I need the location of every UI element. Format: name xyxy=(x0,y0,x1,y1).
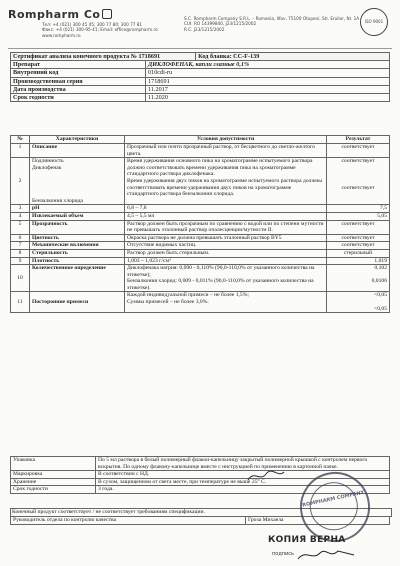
meta-label: Производственная серия xyxy=(11,77,146,85)
certificate-title: Сертификат анализа конечного продукта № 1718691 xyxy=(11,53,196,61)
signatory-name: Гроза Михаела xyxy=(246,517,390,525)
row-characteristic: Посторонние примеси xyxy=(30,292,125,313)
row-result: соответствует xyxy=(327,220,390,234)
info-value: В соответствии с НД. xyxy=(96,471,390,479)
form-code: Код бланка: CC-F-139 xyxy=(196,53,390,61)
row-number: 10 xyxy=(11,265,30,292)
table-row xyxy=(11,242,390,250)
row-condition: Окраска раствора не должна превышать эталонный раствор BY5 xyxy=(125,234,327,242)
iso-seal: ISO 9001 xyxy=(360,8,388,36)
row-result: 5,05 xyxy=(327,212,390,220)
certificate-meta xyxy=(10,52,390,102)
row-condition: Раствор должен быть прозрачным по сравнению с водой или по степени мутности не превышать эталонный раствор опалесценции/мутности II. xyxy=(125,220,327,234)
row-condition: Время удерживания основного пика на хроматограмме испытуемого раствора должно соответствовать времени удерживания пика на хроматограмме стандартного раствора диклофенака. Время удерживания двух пиков на хроматограмме испытуемого раствора должны соответствовать времени удерживания двух пиков на хроматограмме стандартного раствора бензалкония хлорида. xyxy=(125,158,327,205)
row-characteristic: Подлинность Диклофенак Бензалкония хлорида xyxy=(30,158,125,205)
meta-label: Внутренний код xyxy=(11,69,146,77)
meta-label: Препарат xyxy=(11,61,146,69)
conformity-statement: Конечный продукт соответствует / не соответствует требованиям спецификации. xyxy=(10,508,392,517)
info-label: Упаковка xyxy=(11,457,96,471)
info-label: Хранение xyxy=(11,478,96,486)
row-number: 1 xyxy=(11,144,30,158)
row-number: 9 xyxy=(11,257,30,265)
signature-caption: подпись xyxy=(272,551,294,557)
signature-mark xyxy=(246,468,286,484)
row-condition: Каждой индивидуальной примеси – не более 1,5%; Суммы примесей – не более 3,0%. xyxy=(125,292,327,313)
company-address: S.C. Rompharm Company S.R.L. – Romania, Ilfov, 75100 Otopeni, Str. Eroilor, Nr. 1A CUI: RO 14399840, J23/1215/2002 R.C. J23/1215/2002 xyxy=(184,16,360,32)
row-result: <0,05 <0,05 xyxy=(327,292,390,313)
table-row xyxy=(11,212,390,220)
col-header: Результат xyxy=(327,136,390,144)
company-stamp: ROMPHARM COMPANY xyxy=(293,465,376,548)
meta-value: ДИКЛОФЕНАК, капли глазные 0,1% xyxy=(146,61,390,69)
table-row xyxy=(11,257,390,265)
row-number: 11 xyxy=(11,292,30,313)
row-condition: 4,5 – 5,5 мл xyxy=(125,212,327,220)
row-characteristic: Прозрачность xyxy=(30,220,125,234)
info-value: 3 года. xyxy=(96,486,390,494)
row-result: соответствует xyxy=(327,144,390,158)
contact-block: Тел: +4 (021) 300 45 45; 300 77 80; 300 77 81 Факс: +4 (021) 300-95-41; Email: office@rompharm.ro www.rompharm.ro xyxy=(42,22,158,38)
info-value: В сухом, защищенном от света месте, при температуре не выше 25° С. xyxy=(96,478,390,486)
row-characteristic: Стерильность xyxy=(30,249,125,257)
row-number: 4 xyxy=(11,212,30,220)
meta-value: 010cdi-ru xyxy=(146,69,390,77)
row-number: 8 xyxy=(11,249,30,257)
row-characteristic: Извлекаемый объем xyxy=(30,212,125,220)
handwritten-signature xyxy=(296,545,356,563)
info-label: Срок годности xyxy=(11,486,96,494)
row-number: 5 xyxy=(11,220,30,234)
table-row xyxy=(11,220,390,234)
col-header: Условия допустимости xyxy=(125,136,327,144)
row-condition: Отсутствие видимых частиц. xyxy=(125,242,327,250)
row-result: соответствует соответствует xyxy=(327,158,390,205)
header-rule xyxy=(8,48,392,49)
row-condition: Прозрачный или почти прозрачный раствор, от бесцветного до светло-желтого цвета. xyxy=(125,144,327,158)
company-logo: Rompharm Co xyxy=(8,8,112,21)
letterhead xyxy=(8,8,392,48)
meta-label: Дата производства xyxy=(11,85,146,93)
info-value: По 5 мл раствора в белый полимерный флакон-капельницу закрытый полимерной крышкой с контролем первого вскрытия. По одному флакону-капельнице вместе с инструкцией по применению в картонной пачке. xyxy=(96,457,390,471)
meta-value: 1718691 xyxy=(146,77,390,85)
analysis-table xyxy=(10,135,390,313)
row-characteristic: Цветность xyxy=(30,234,125,242)
info-label: Маркировка xyxy=(11,471,96,479)
signatory-title: Руководитель отдела по контролю качества xyxy=(11,517,246,525)
table-row xyxy=(11,292,390,313)
row-number: 6 xyxy=(11,234,30,242)
row-condition: Диклофенака натрия: 0,090 - 0,110% (90,0-110,0% от указанного количества на этикетке); Бензалкония хлорид: 0,009 - 0,011% (90,0-110,0% от указанного количества на этикетке). xyxy=(125,265,327,292)
table-row xyxy=(11,234,390,242)
table-row xyxy=(11,249,390,257)
row-condition: 1,003 – 1,023 г/см³ xyxy=(125,257,327,265)
table-row xyxy=(11,158,390,205)
col-header: Характеристики xyxy=(30,136,125,144)
meta-value: 11.2020 xyxy=(146,93,390,101)
row-characteristic: Механические включения xyxy=(30,242,125,250)
row-number: 7 xyxy=(11,242,30,250)
row-result: стерильный xyxy=(327,249,390,257)
row-characteristic: pH xyxy=(30,205,125,213)
row-condition: 6,8 – 7,8 xyxy=(125,205,327,213)
row-result: 0,102 0,0106 xyxy=(327,265,390,292)
row-result: 7,5 xyxy=(327,205,390,213)
row-result: соответствует xyxy=(327,234,390,242)
copy-verified-stamp: КОПИЯ ВЕРНА xyxy=(268,535,346,545)
table-row xyxy=(11,205,390,213)
row-result: 1,019 xyxy=(327,257,390,265)
row-condition: Раствор должен быть стерильным. xyxy=(125,249,327,257)
meta-value: 11.2017 xyxy=(146,85,390,93)
row-number: 3 xyxy=(11,205,30,213)
table-row xyxy=(11,144,390,158)
col-header: № xyxy=(11,136,30,144)
meta-label: Срок годности xyxy=(11,93,146,101)
row-characteristic: Плотность xyxy=(30,257,125,265)
row-characteristic: Количественное определение xyxy=(30,265,125,292)
row-number: 2 xyxy=(11,158,30,205)
row-result: соответствует xyxy=(327,242,390,250)
table-row xyxy=(11,265,390,292)
row-characteristic: Описание xyxy=(30,144,125,158)
